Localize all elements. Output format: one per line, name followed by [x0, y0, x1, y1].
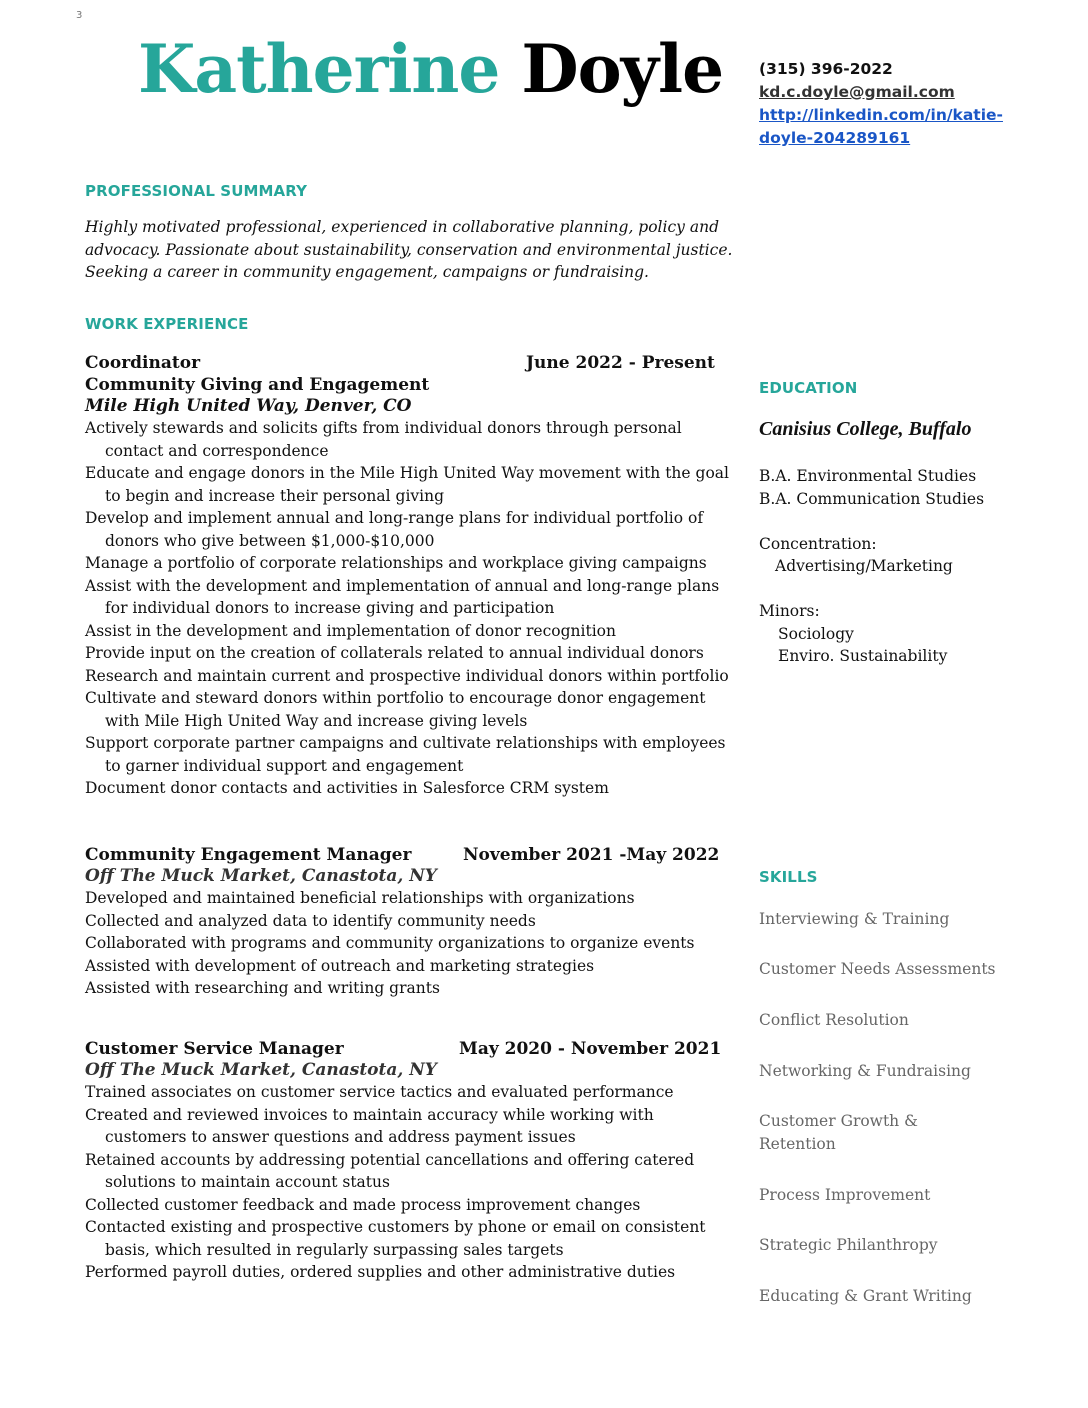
list-item: Trained associates on customer service tactics and evaluated performance	[85, 1083, 674, 1101]
minors-label: Minors:	[759, 602, 820, 620]
list-item: Developed and maintained beneficial relationships with organizations	[85, 889, 635, 907]
skill-item: Process Improvement	[759, 1186, 931, 1204]
list-item: Research and maintain current and prospective individual donors within portfolio	[85, 666, 729, 685]
list-item: Created and reviewed invoices to maintain accuracy while working with customers to answer questions and address payment issues	[85, 1105, 654, 1146]
page-corner-mark: 3	[76, 10, 83, 21]
phone-number: (315) 396-2022	[759, 60, 893, 78]
job-location: Mile High United Way, Denver, CO	[85, 396, 412, 416]
list-item: Collaborated with programs and community organizations to organize events	[85, 934, 695, 952]
duty-list	[85, 417, 735, 800]
list-item: Collected and analyzed data to identify community needs	[85, 911, 536, 930]
job-org: Community Giving and Engagement	[85, 375, 430, 395]
list-item: Collected customer feedback and made process improvement changes	[85, 1195, 641, 1214]
email-link[interactable]: kd.c.doyle@gmail.com	[759, 83, 955, 101]
school-name: Canisius College, Buffalo	[759, 418, 972, 440]
list-item: Performed payroll duties, ordered supplies and other administrative duties	[85, 1263, 676, 1281]
list-item: Cultivate and steward donors within portfolio to encourage donor engagement with Mile High United Way and increase giving levels	[85, 689, 706, 730]
job-community-engagement-manager	[85, 844, 735, 1000]
minor: Enviro. Sustainability	[778, 647, 948, 665]
job-dates: November 2021 -May 2022	[463, 845, 720, 865]
summary-line: Seeking a career in community engagement, campaigns or fundraising.	[85, 263, 649, 281]
linkedin-link[interactable]	[759, 104, 1009, 150]
skill-item: Educating & Grant Writing	[759, 1287, 972, 1305]
summary-heading: PROFESSIONAL SUMMARY	[85, 182, 308, 200]
job-location: Off The Muck Market, Canastota, NY	[85, 866, 437, 886]
contact-block	[759, 58, 1009, 150]
job-title: Customer Service Manager	[85, 1039, 344, 1059]
job-header	[85, 352, 735, 374]
list-item: Actively stewards and solicits gifts from individual donors through personal contact and correspondence	[85, 419, 682, 460]
degree: B.A. Environmental Studies	[759, 467, 977, 485]
skill-item: Customer Needs Assessments	[759, 960, 996, 978]
resume-name	[138, 30, 724, 108]
job-header	[85, 844, 735, 866]
skills-heading: SKILLS	[759, 868, 818, 886]
list-item: Manage a portfolio of corporate relationships and workplace giving campaigns	[85, 554, 707, 572]
job-title: Community Engagement Manager	[85, 845, 412, 865]
summary-line: Highly motivated professional, experienced in collaborative planning, policy and	[85, 218, 719, 236]
job-header	[85, 1038, 735, 1060]
skill-item: Customer Growth & Retention	[759, 1112, 918, 1153]
job-customer-service-manager	[85, 1038, 735, 1284]
job-coordinator	[85, 352, 735, 800]
duty-list	[85, 887, 735, 1000]
list-item: Document donor contacts and activities in Salesforce CRM system	[85, 779, 609, 797]
skill-item: Networking & Fundraising	[759, 1062, 971, 1080]
list-item: Assist with the development and implementation of annual and long-range plans for individual donors to increase giving and participation	[85, 576, 720, 617]
job-title: Coordinator	[85, 353, 201, 373]
list-item: Assisted with development of outreach and marketing strategies	[85, 956, 595, 975]
list-item: Support corporate partner campaigns and cultivate relationships with employees to garner individual support and engagement	[85, 734, 726, 775]
last-name: Doyle	[521, 30, 724, 108]
job-location: Off The Muck Market, Canastota, NY	[85, 1060, 437, 1080]
list-item: Develop and implement annual and long-range plans for individual portfolio of donors who give between $1,000-$10,000	[85, 509, 704, 550]
skill-item: Interviewing & Training	[759, 910, 950, 928]
list-item: Retained accounts by addressing potential cancellations and offering catered solutions to maintain account status	[85, 1150, 695, 1191]
duty-list	[85, 1081, 735, 1284]
linkedin-link-line1[interactable]: http://linkedin.com/in/katie-	[759, 106, 1003, 124]
skill-item: Strategic Philanthropy	[759, 1236, 938, 1254]
first-name: Katherine	[138, 30, 500, 108]
list-item: Assisted with researching and writing grants	[85, 979, 440, 997]
skill-item: Conflict Resolution	[759, 1011, 909, 1029]
education-block	[759, 415, 1059, 668]
list-item: Assist in the development and implementation of donor recognition	[85, 621, 616, 640]
summary-line: advocacy. Passionate about sustainability, conservation and environmental justice.	[85, 240, 733, 259]
concentration-label: Concentration:	[759, 534, 877, 553]
summary-text	[85, 216, 745, 284]
concentration: Advertising/Marketing	[775, 557, 953, 575]
linkedin-link-line2[interactable]: doyle-204289161	[759, 129, 911, 147]
minor: Sociology	[778, 624, 854, 643]
job-dates: May 2020 - November 2021	[459, 1039, 722, 1059]
list-item: Educate and engage donors in the Mile High United Way movement with the goal to begin and increase their personal giving	[85, 464, 729, 505]
work-experience-heading: WORK EXPERIENCE	[85, 315, 249, 333]
job-dates: June 2022 - Present	[526, 353, 715, 373]
education-heading: EDUCATION	[759, 379, 858, 397]
list-item: Provide input on the creation of collaterals related to annual individual donors	[85, 644, 704, 662]
degree: B.A. Communication Studies	[759, 489, 985, 508]
list-item: Contacted existing and prospective customers by phone or email on consistent basis, which resulted in regularly surpassing sales targets	[85, 1218, 706, 1259]
